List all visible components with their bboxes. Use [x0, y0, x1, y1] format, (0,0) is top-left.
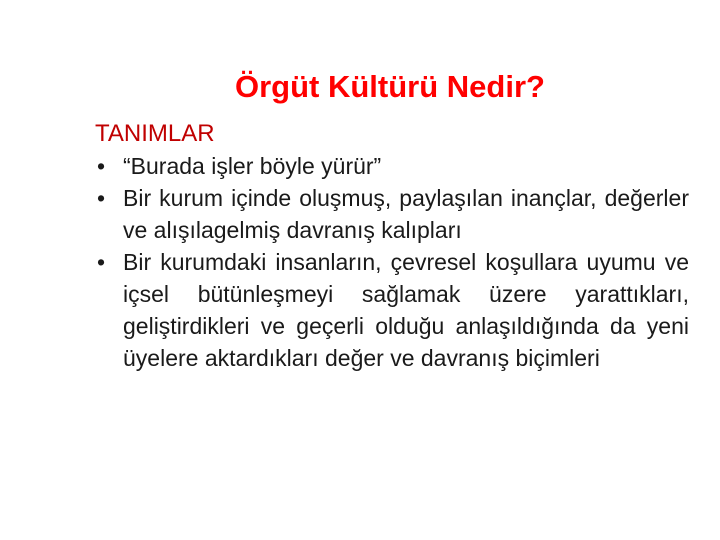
bullet-item: [95, 182, 689, 246]
section-heading: TANIMLAR: [95, 120, 215, 147]
bullet-icon: •: [97, 153, 106, 179]
slide-content: [95, 118, 689, 374]
bullet-list: [95, 150, 689, 374]
bullet-text: Bir kurumdaki insanların, çevresel koşullara uyumu ve içsel bütünleşmeyi sağlamak üzere yarattıkları, geliştirdikleri ve geçerli olduğu anlaşıldığında da yeni üyelere aktardıkları değer ve davranış biçimleri: [123, 249, 689, 371]
bullet-text: Bir kurum içinde oluşmuş, paylaşılan inançlar, değerler ve alışılagelmiş davranış kalıpları: [123, 185, 689, 243]
slide-title: Örgüt Kültürü Nedir?: [235, 68, 545, 104]
bullet-icon: •: [97, 185, 106, 211]
bullet-icon: •: [97, 249, 106, 275]
bullet-item: [95, 150, 689, 182]
bullet-text: “Burada işler böyle yürür”: [123, 153, 382, 179]
bullet-item: [95, 246, 689, 374]
